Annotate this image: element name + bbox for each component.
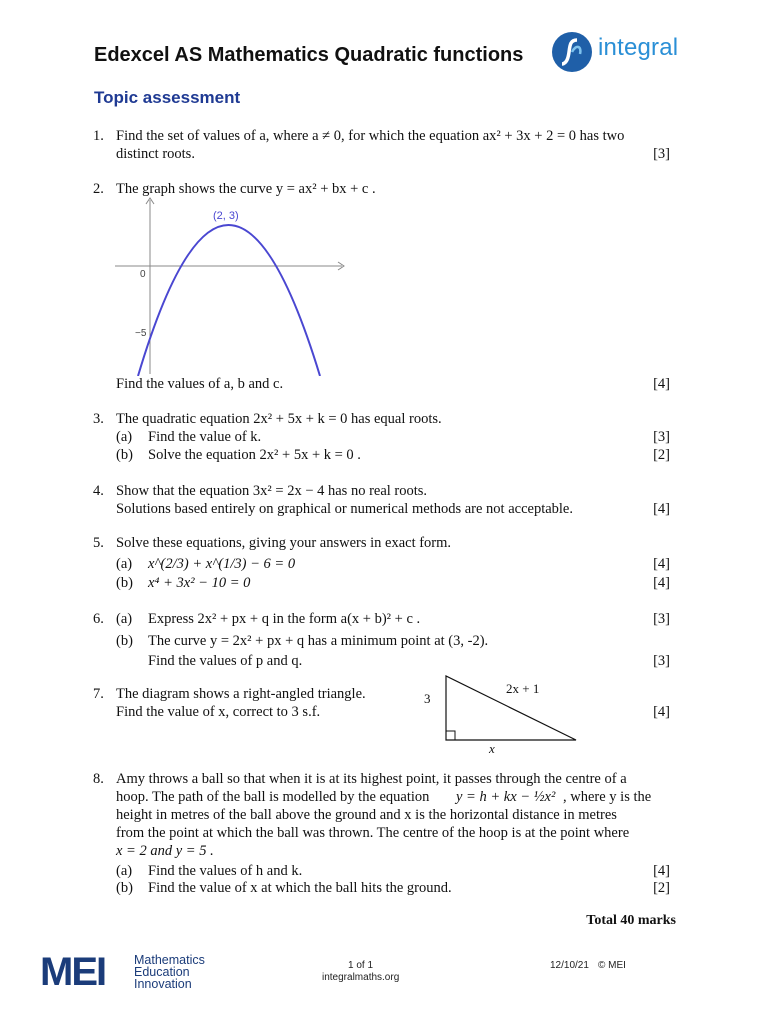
part-label: (a) (116, 556, 133, 572)
part-label: (b) (116, 575, 133, 591)
part-text: The curve y = 2x² + px + q has a minimum point at (3, -2). (148, 633, 489, 649)
question-number: 5. (93, 535, 104, 551)
side-label-hypotenuse: 2x + 1 (506, 681, 540, 696)
question-text: Amy throws a ball so that when it is at its highest point, it passes through the centre of a (116, 771, 627, 787)
mei-logo-line: Innovation (134, 977, 192, 991)
marks: [3] (653, 653, 670, 669)
question-text: distinct roots. (116, 146, 195, 162)
question-text: The diagram shows a right-angled triangle. (116, 686, 366, 702)
part-text: Find the values of h and k. (148, 863, 303, 879)
part-label: (a) (116, 611, 133, 627)
total-marks: Total 40 marks (586, 913, 676, 928)
marks: [2] (653, 447, 670, 463)
section-title: Topic assessment (94, 88, 241, 107)
question-number: 1. (93, 128, 104, 144)
y-intercept-label: −5 (135, 328, 147, 339)
part-text: Solve the equation 2x² + 5x + k = 0 . (148, 447, 361, 463)
part-text: Find the values of p and q. (148, 653, 303, 669)
question-number: 2. (93, 181, 104, 197)
right-angle-marker (446, 731, 455, 740)
part-equation: x⁴ + 3x² − 10 = 0 (148, 575, 251, 591)
question-text: , where y is the (563, 789, 652, 805)
part-label: (b) (116, 880, 133, 896)
origin-label: 0 (140, 269, 146, 280)
part-text: Express 2x² + px + q in the form a(x + b)² + c . (148, 611, 421, 627)
mei-logo (40, 950, 240, 994)
question-text: Solve these equations, giving your answers in exact form. (116, 535, 452, 551)
right-triangle-diagram (418, 672, 588, 756)
question-number: 3. (93, 411, 104, 427)
question-number: 8. (93, 771, 104, 787)
part-text: Find the value of x at which the ball hits the ground. (148, 880, 452, 896)
vertex-label: (2, 3) (213, 210, 239, 222)
marks: [3] (653, 146, 670, 162)
mei-logo-words (134, 954, 205, 990)
marks: [3] (653, 429, 670, 445)
question-text: hoop. The path of the ball is modelled by the equation (116, 789, 430, 805)
question-text: height in metres of the ball above the ground and x is the horizontal distance in metres (116, 807, 617, 823)
marks: [2] (653, 880, 670, 896)
footer-copyright: © MEI (598, 960, 626, 971)
side-label-base: x (489, 741, 495, 756)
page-number: 1 of 1 (348, 960, 374, 971)
question-text: Find the set of values of a, where a ≠ 0, for which the equation ax² + 3x + 2 = 0 has two (116, 128, 625, 144)
integral-logo-icon (550, 30, 594, 74)
part-text: Find the value of k. (148, 429, 262, 445)
mei-logo-letters: MEI (40, 950, 106, 994)
marks: [4] (653, 575, 670, 591)
part-label: (a) (116, 863, 133, 879)
question-text: from the point at which the ball was thrown. The centre of the hoop is at the point where (116, 825, 630, 841)
parabola-curve (138, 225, 320, 376)
footer-website: integralmaths.org (322, 972, 400, 983)
integral-logo (548, 28, 698, 76)
marks: [4] (653, 376, 670, 392)
question-number: 4. (93, 483, 104, 499)
question-text: x = 2 and y = 5 . (116, 843, 214, 859)
marks: [4] (653, 556, 670, 572)
part-equation: x^(2/3) + x^(1/3) − 6 = 0 (148, 556, 296, 572)
question-text: The graph shows the curve y = ax² + bx + c . (116, 181, 376, 197)
parabola-graph (110, 196, 360, 376)
question-text: Show that the equation 3x² = 2x − 4 has no real roots. (116, 483, 428, 499)
footer-date: 12/10/21 (550, 960, 589, 971)
part-label: (b) (116, 447, 133, 463)
marks: [4] (653, 704, 670, 720)
question-text: Find the value of x, correct to 3 s.f. (116, 704, 321, 720)
mei-logo-line: Mathematics (134, 953, 205, 967)
question-text: The quadratic equation 2x² + 5x + k = 0 has equal roots. (116, 411, 442, 427)
question-number: 7. (93, 686, 104, 702)
integral-logo-text: integral (598, 34, 679, 61)
question-text: Find the values of a, b and c. (116, 376, 284, 392)
part-label: (b) (116, 633, 133, 649)
mei-logo-line: Education (134, 965, 190, 979)
part-label: (a) (116, 429, 133, 445)
question-number: 6. (93, 611, 104, 627)
document-title: Edexcel AS Mathematics Quadratic functions (94, 44, 524, 66)
side-label-vertical: 3 (424, 691, 431, 706)
question-equation: y = h + kx − ½x² (456, 789, 556, 805)
marks: [4] (653, 501, 670, 517)
marks: [4] (653, 863, 670, 879)
marks: [3] (653, 611, 670, 627)
question-text: Solutions based entirely on graphical or numerical methods are not acceptable. (116, 501, 573, 517)
